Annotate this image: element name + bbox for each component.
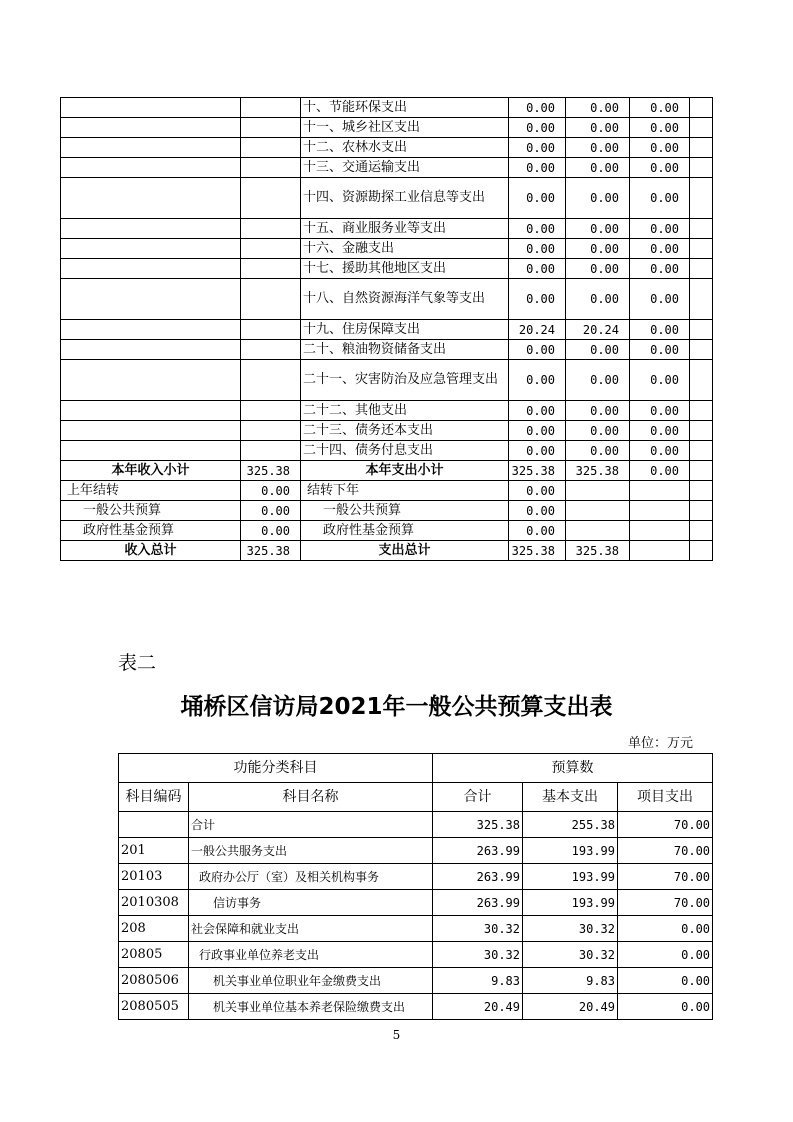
table-row [61,239,713,259]
expense-value: 325.38 [566,461,630,481]
empty-cell [690,239,713,259]
expense-item-name: 二十三、债务还本支出 [301,421,509,441]
subject-name: 信访事务 [189,890,433,916]
empty-cell [241,118,301,138]
expense-value: 0.00 [566,360,630,401]
table-row [61,360,713,401]
project-expense-value: 0.00 [618,916,713,942]
empty-cell [690,98,713,118]
basic-expense-value: 30.32 [523,942,618,968]
expense-item-name: 十二、农林水支出 [301,138,509,158]
project-expense-value: 70.00 [618,838,713,864]
expense-value: 0.00 [509,401,566,421]
empty-cell [241,178,301,219]
table-row [61,401,713,421]
empty-cell [241,98,301,118]
table-row [61,178,713,219]
subject-name: 合计 [189,812,433,838]
empty-cell [61,421,241,441]
header-project-expense: 项目支出 [618,783,713,812]
expense-value: 0.00 [566,219,630,239]
expense-item-name: 十八、自然资源海洋气象等支出 [301,279,509,320]
empty-cell [61,138,241,158]
total-value: 325.38 [433,812,523,838]
expense-item-name: 十六、金融支出 [301,239,509,259]
expense-carry-label: 政府性基金预算 [301,521,509,541]
basic-expense-value: 9.83 [523,968,618,994]
expense-value: 0.00 [630,441,690,461]
header-function-classification: 功能分类科目 [119,754,433,783]
expense-value: 0.00 [566,158,630,178]
expense-value: 0.00 [566,421,630,441]
expense-value: 0.00 [630,340,690,360]
expense-value: 325.38 [509,541,566,561]
empty-cell [690,118,713,138]
table-row [61,340,713,360]
subject-name: 机关事业单位职业年金缴费支出 [189,968,433,994]
expense-subtotal-label: 本年支出小计 [301,461,509,481]
expense-value: 0.00 [509,360,566,401]
empty-cell [241,340,301,360]
empty-cell [241,360,301,401]
expense-value: 0.00 [630,401,690,421]
empty-cell [61,178,241,219]
project-expense-value: 0.00 [618,994,713,1020]
table-row [119,864,713,890]
empty-cell [241,219,301,239]
empty-cell [690,521,713,541]
basic-expense-value: 20.49 [523,994,618,1020]
expense-item-name: 二十二、其他支出 [301,401,509,421]
expense-value: 0.00 [630,98,690,118]
total-value: 30.32 [433,942,523,968]
subtotal-row [61,461,713,481]
table-row [119,942,713,968]
table-row [119,812,713,838]
expense-value: 0.00 [566,259,630,279]
basic-expense-value: 255.38 [523,812,618,838]
empty-cell [61,360,241,401]
income-carry-label: 一般公共预算 [61,501,241,521]
subject-name: 机关事业单位基本养老保险缴费支出 [189,994,433,1020]
unit-label: 单位：万元 [628,736,694,751]
empty-cell [690,138,713,158]
expense-value: 0.00 [630,118,690,138]
basic-expense-value: 193.99 [523,864,618,890]
income-subtotal-value: 325.38 [241,461,301,481]
empty-cell [690,481,713,501]
empty-cell [690,219,713,239]
project-expense-value: 70.00 [618,812,713,838]
table-row [61,219,713,239]
expense-item-name: 十七、援助其他地区支出 [301,259,509,279]
subject-code: 20103 [119,864,189,890]
income-carry-value: 0.00 [241,481,301,501]
expense-item-name: 二十四、债务付息支出 [301,441,509,461]
table-row [61,118,713,138]
table-row [119,838,713,864]
income-carry-label: 政府性基金预算 [61,521,241,541]
empty-cell [241,421,301,441]
table-header-row [119,783,713,812]
expense-value: 0.00 [566,118,630,138]
table-row [119,968,713,994]
income-subtotal-label: 本年收入小计 [61,461,241,481]
empty-cell [690,320,713,340]
project-expense-value: 0.00 [618,942,713,968]
empty-cell [241,401,301,421]
expense-value: 0.00 [566,239,630,259]
empty-cell [241,320,301,340]
table-row [61,441,713,461]
section-label: 表二 [118,652,157,674]
expense-item-name: 十一、城乡社区支出 [301,118,509,138]
subject-code [119,812,189,838]
table-row [61,320,713,340]
empty-cell [241,158,301,178]
total-value: 263.99 [433,864,523,890]
expense-value: 20.24 [566,320,630,340]
table-row [61,279,713,320]
empty-cell [690,401,713,421]
expense-value: 20.24 [509,320,566,340]
expense-value: 0.00 [630,178,690,219]
empty-cell [690,421,713,441]
expense-value: 0.00 [566,340,630,360]
empty-cell [61,158,241,178]
page-title: 埇桥区信访局2021年一般公共预算支出表 [180,694,613,720]
total-value: 263.99 [433,838,523,864]
expense-value: 0.00 [509,98,566,118]
total-value: 263.99 [433,890,523,916]
table-row [61,421,713,441]
empty-cell [690,441,713,461]
expense-value: 0.00 [630,239,690,259]
empty-cell [690,259,713,279]
expense-item-name: 十三、交通运输支出 [301,158,509,178]
income-expense-table-body [61,98,713,561]
empty-cell [61,239,241,259]
total-value: 20.49 [433,994,523,1020]
subject-code: 2010308 [119,890,189,916]
table-row [61,259,713,279]
empty-cell [61,118,241,138]
expense-value: 0.00 [509,178,566,219]
empty-cell [630,481,690,501]
project-expense-value: 70.00 [618,864,713,890]
subject-code: 2080506 [119,968,189,994]
empty-cell [690,501,713,521]
expense-value: 0.00 [630,461,690,481]
expense-value: 325.38 [566,541,630,561]
expense-value: 0.00 [566,98,630,118]
expense-item-name: 十、节能环保支出 [301,98,509,118]
expense-value: 0.00 [630,259,690,279]
empty-cell [61,401,241,421]
subject-name: 行政事业单位养老支出 [189,942,433,968]
empty-cell [690,178,713,219]
carryover-row [61,501,713,521]
expense-value: 0.00 [509,441,566,461]
header-basic-expense: 基本支出 [523,783,618,812]
expense-carry-value: 0.00 [509,481,566,501]
empty-cell [61,279,241,320]
basic-expense-value: 30.32 [523,916,618,942]
basic-expense-value: 193.99 [523,890,618,916]
subject-code: 201 [119,838,189,864]
empty-cell [241,279,301,320]
expense-value: 0.00 [566,178,630,219]
empty-cell [566,521,630,541]
general-budget-expense-table [118,753,713,1020]
empty-cell [61,98,241,118]
expense-value: 0.00 [509,239,566,259]
empty-cell [630,501,690,521]
empty-cell [61,340,241,360]
empty-cell [61,259,241,279]
expense-value: 325.38 [509,461,566,481]
expense-carry-value: 0.00 [509,521,566,541]
table-row [119,916,713,942]
income-total-label: 收入总计 [61,541,241,561]
expense-total-label: 支出总计 [301,541,509,561]
expense-value: 0.00 [509,158,566,178]
income-expense-table [60,97,713,561]
income-carry-value: 0.00 [241,521,301,541]
subject-code: 2080505 [119,994,189,1020]
project-expense-value: 70.00 [618,890,713,916]
basic-expense-value: 193.99 [523,838,618,864]
expense-value [630,541,690,561]
expense-value: 0.00 [509,279,566,320]
empty-cell [566,501,630,521]
expense-value: 0.00 [509,259,566,279]
expense-value: 0.00 [566,279,630,320]
table-header-group-row [119,754,713,783]
empty-cell [61,320,241,340]
header-subject-name: 科目名称 [189,783,433,812]
expense-item-name: 十九、住房保障支出 [301,320,509,340]
empty-cell [241,441,301,461]
general-budget-expense-table-body [119,754,713,1020]
table-row [119,890,713,916]
expense-item-name: 二十、粮油物资储备支出 [301,340,509,360]
project-expense-value: 0.00 [618,968,713,994]
table-row [61,98,713,118]
total-value: 9.83 [433,968,523,994]
table-row [61,158,713,178]
expense-carry-value: 0.00 [509,501,566,521]
empty-cell [241,239,301,259]
empty-cell [61,441,241,461]
empty-cell [690,340,713,360]
income-carry-value: 0.00 [241,501,301,521]
subject-name: 一般公共服务支出 [189,838,433,864]
expense-item-name: 十四、资源勘探工业信息等支出 [301,178,509,219]
expense-value: 0.00 [630,138,690,158]
subject-code: 20805 [119,942,189,968]
expense-value: 0.00 [630,279,690,320]
subject-code: 208 [119,916,189,942]
table-row [119,994,713,1020]
expense-value: 0.00 [630,219,690,239]
header-budget-amount: 预算数 [433,754,713,783]
expense-value: 0.00 [566,441,630,461]
empty-cell [630,521,690,541]
empty-cell [241,259,301,279]
expense-carry-label: 一般公共预算 [301,501,509,521]
empty-cell [690,360,713,401]
grand-total-row [61,541,713,561]
expense-item-name: 十五、商业服务业等支出 [301,219,509,239]
header-subject-code: 科目编码 [119,783,189,812]
carryover-row [61,521,713,541]
expense-value: 0.00 [630,158,690,178]
expense-value: 0.00 [630,421,690,441]
income-carry-label: 上年结转 [61,481,241,501]
income-total-value: 325.38 [241,541,301,561]
empty-cell [61,219,241,239]
empty-cell [690,541,713,561]
expense-value: 0.00 [509,340,566,360]
empty-cell [690,461,713,481]
expense-value: 0.00 [509,118,566,138]
total-value: 30.32 [433,916,523,942]
empty-cell [690,158,713,178]
page-number: 5 [392,1028,401,1042]
expense-value: 0.00 [630,360,690,401]
expense-value: 0.00 [509,421,566,441]
empty-cell [566,481,630,501]
expense-value: 0.00 [566,138,630,158]
empty-cell [241,138,301,158]
expense-value: 0.00 [630,320,690,340]
carryover-row [61,481,713,501]
header-total: 合计 [433,783,523,812]
expense-value: 0.00 [509,219,566,239]
expense-item-name: 二十一、灾害防治及应急管理支出 [301,360,509,401]
subject-name: 社会保障和就业支出 [189,916,433,942]
empty-cell [690,279,713,320]
table-row [61,138,713,158]
expense-value: 0.00 [566,401,630,421]
expense-value: 0.00 [509,138,566,158]
subject-name: 政府办公厅（室）及相关机构事务 [189,864,433,890]
expense-carry-label: 结转下年 [301,481,509,501]
